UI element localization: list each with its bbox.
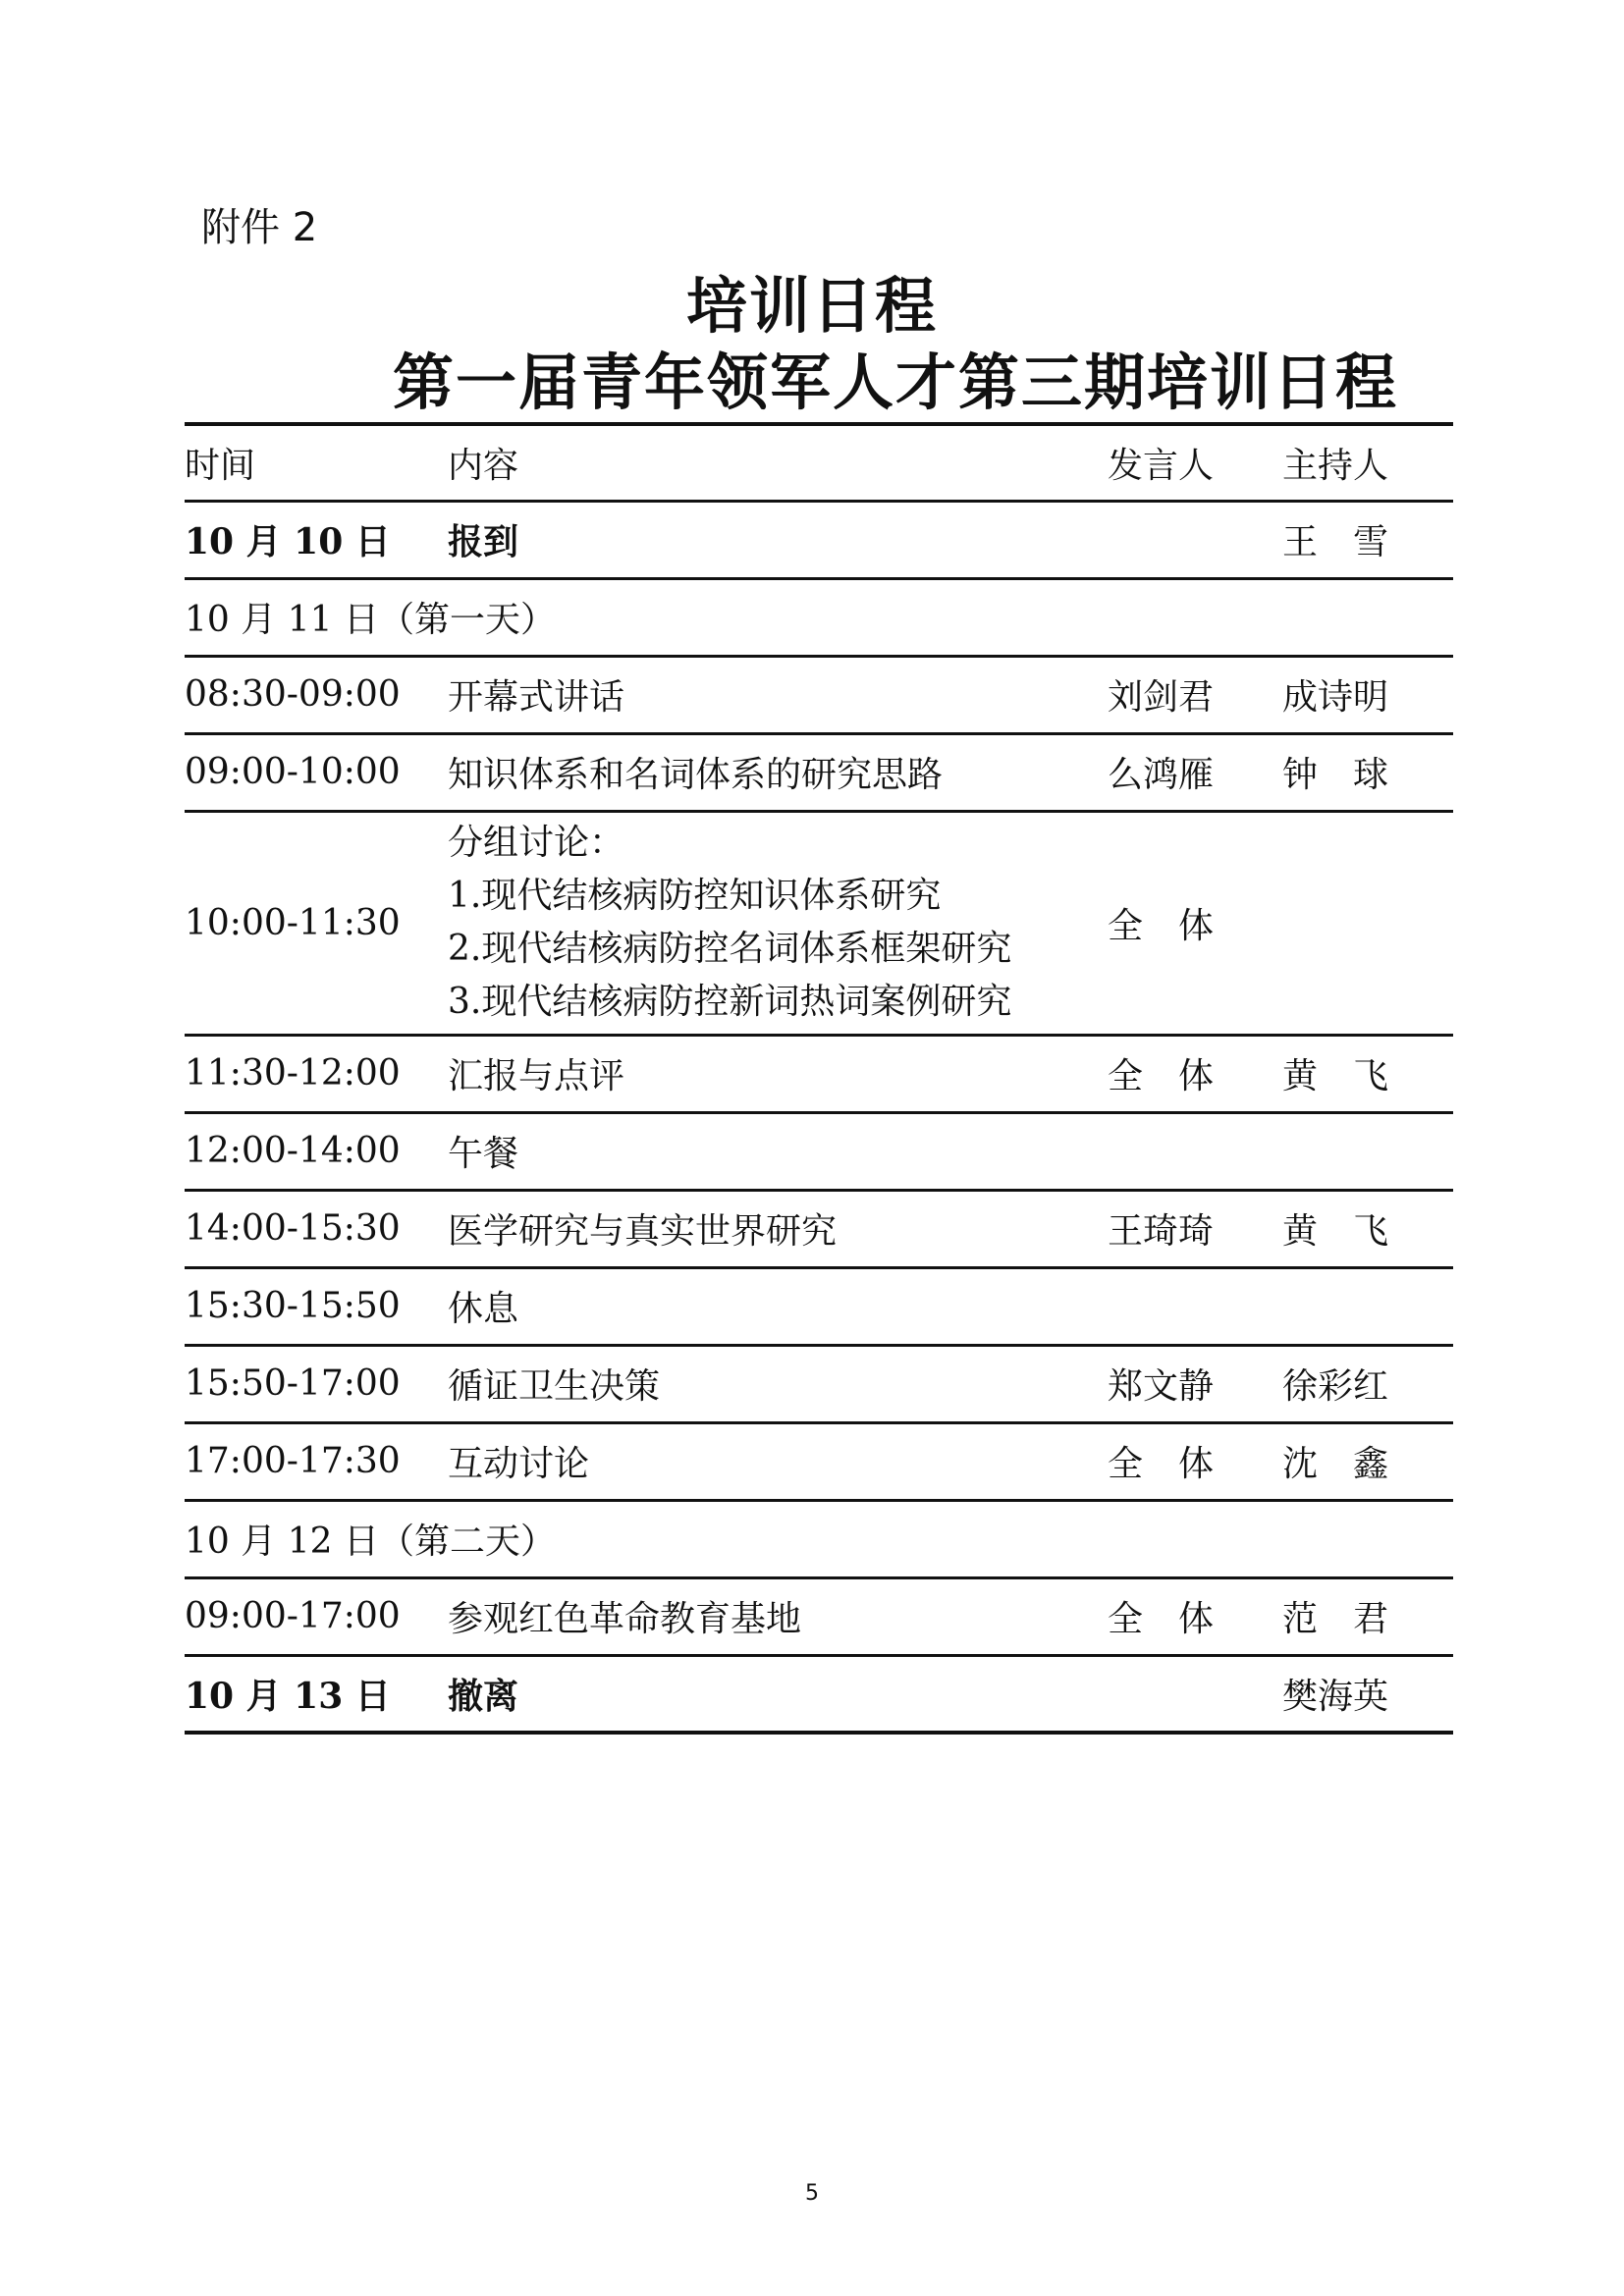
page-number: 5 <box>805 2181 819 2206</box>
row-speaker: 王琦琦 <box>1108 1190 1282 1267</box>
row-speaker <box>1108 1267 1282 1345</box>
row-time: 10:00-11:30 <box>185 811 448 1035</box>
row-host <box>1282 1112 1453 1190</box>
table-row <box>185 1422 1453 1500</box>
table-row <box>185 1267 1453 1345</box>
row-content: 开幕式讲话 <box>448 656 1108 733</box>
row-speaker: 全 体 <box>1108 811 1282 1035</box>
table-row <box>185 1655 1453 1733</box>
day-header-row <box>185 578 1453 656</box>
table-header-row <box>185 424 1453 501</box>
content-line: 1.现代结核病防控知识体系研究 <box>448 876 942 916</box>
row-time: 14:00-15:30 <box>185 1190 448 1267</box>
table-row <box>185 656 1453 733</box>
table-row <box>185 1112 1453 1190</box>
row-time: 10 月 13 日 <box>185 1655 448 1733</box>
row-content: 午餐 <box>448 1112 1108 1190</box>
row-content: 循证卫生决策 <box>448 1345 1108 1422</box>
row-content: 汇报与点评 <box>448 1035 1108 1112</box>
day-label: 10 月 12 日（第二天） <box>185 1500 1453 1577</box>
day-header-row <box>185 1500 1453 1577</box>
attachment-label: 附件 2 <box>201 205 318 250</box>
table-row <box>185 1190 1453 1267</box>
table-row <box>185 811 1453 1035</box>
row-content: 互动讨论 <box>448 1422 1108 1500</box>
row-content: 知识体系和名词体系的研究思路 <box>448 733 1108 811</box>
row-host <box>1282 1267 1453 1345</box>
table-row <box>185 733 1453 811</box>
row-content: 休息 <box>448 1267 1108 1345</box>
row-time: 09:00-10:00 <box>185 733 448 811</box>
document-title: 培训日程 <box>685 270 938 342</box>
row-speaker: 么鸿雁 <box>1108 733 1282 811</box>
row-host: 王 雪 <box>1282 501 1453 578</box>
row-speaker: 全 体 <box>1108 1035 1282 1112</box>
row-host: 黄 飞 <box>1282 1035 1453 1112</box>
row-speaker: 刘剑君 <box>1108 656 1282 733</box>
row-time: 15:50-17:00 <box>185 1345 448 1422</box>
row-host: 樊海英 <box>1282 1655 1453 1733</box>
content-line: 分组讨论： <box>448 823 625 863</box>
row-time: 08:30-09:00 <box>185 656 448 733</box>
row-content: 报到 <box>448 501 1108 578</box>
row-speaker <box>1108 501 1282 578</box>
row-time: 11:30-12:00 <box>185 1035 448 1112</box>
header-content: 内容 <box>448 424 1108 501</box>
row-time: 15:30-15:50 <box>185 1267 448 1345</box>
row-time: 12:00-14:00 <box>185 1112 448 1190</box>
row-speaker: 全 体 <box>1108 1577 1282 1655</box>
row-speaker <box>1108 1655 1282 1733</box>
table-row <box>185 1345 1453 1422</box>
row-host <box>1282 811 1453 1035</box>
row-host: 钟 球 <box>1282 733 1453 811</box>
row-content: 参观红色革命教育基地 <box>448 1577 1108 1655</box>
row-host: 沈 鑫 <box>1282 1422 1453 1500</box>
row-host: 黄 飞 <box>1282 1190 1453 1267</box>
row-content <box>448 811 1108 1035</box>
row-host: 成诗明 <box>1282 656 1453 733</box>
header-speaker: 发言人 <box>1108 424 1282 501</box>
row-time: 09:00-17:00 <box>185 1577 448 1655</box>
header-host: 主持人 <box>1282 424 1453 501</box>
row-speaker: 郑文静 <box>1108 1345 1282 1422</box>
header-time: 时间 <box>185 424 448 501</box>
content-line: 2.现代结核病防控名词体系框架研究 <box>448 929 1012 969</box>
table-row <box>185 1035 1453 1112</box>
row-speaker: 全 体 <box>1108 1422 1282 1500</box>
schedule-table <box>185 422 1453 1735</box>
row-time: 10 月 10 日 <box>185 501 448 578</box>
table-row <box>185 1577 1453 1655</box>
row-host: 徐彩红 <box>1282 1345 1453 1422</box>
row-host: 范 君 <box>1282 1577 1453 1655</box>
table-row <box>185 501 1453 578</box>
row-content: 医学研究与真实世界研究 <box>448 1190 1108 1267</box>
document-subtitle: 第一届青年领军人才第三期培训日程 <box>393 347 1399 418</box>
row-content: 撤离 <box>448 1655 1108 1733</box>
day-label: 10 月 11 日（第一天） <box>185 578 1453 656</box>
row-speaker <box>1108 1112 1282 1190</box>
row-time: 17:00-17:30 <box>185 1422 448 1500</box>
content-line: 3.现代结核病防控新词热词案例研究 <box>448 982 1012 1022</box>
